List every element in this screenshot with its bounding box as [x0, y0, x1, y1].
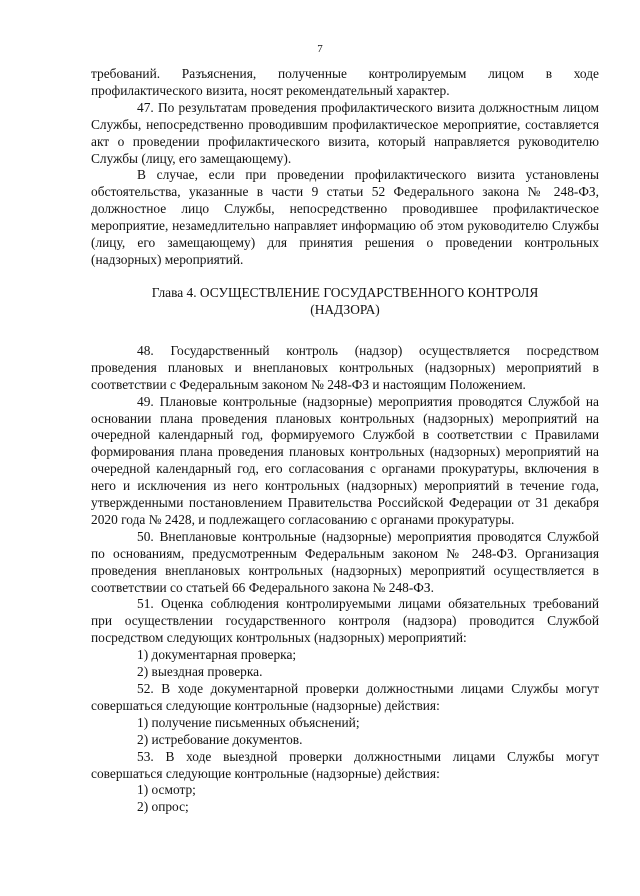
chapter-title-line-2: (НАДЗОРА)	[310, 302, 380, 318]
paragraph-47-case: В случае, если при проведении профилактического визита установлены обстоятельства, указанные в части 9 статьи 52 Федерального закона № 248-ФЗ, должностное лицо Службы, непосредственно проводившее профилактическое мероприятие, незамедлительно направляет информацию об этом руководителю Службы (лицу, его замещающему) для принятия решения о проведении контрольных (надзорных) мероприятий.	[91, 167, 599, 267]
paragraph-51: 51. Оценка соблюдения контролируемыми лицами обязательных требований при осуществлении государственного контроля (надзора) проводится Службой посредством следующих контрольных (надзорных) мероприятий:	[91, 596, 599, 646]
chapter-title-line-1: Глава 4. ОСУЩЕСТВЛЕНИЕ ГОСУДАРСТВЕННОГО КОНТРОЛЯ	[151, 284, 539, 300]
paragraph-continuation: требований. Разъяснения, полученные контролируемым лицом в ходе профилактического визита, носят рекомендательный характер.	[91, 66, 599, 98]
document-body	[91, 66, 599, 816]
list-item: 1) документарная проверка;	[137, 647, 297, 663]
paragraph-48: 48. Государственный контроль (надзор) осуществляется посредством проведения плановых и внеплановых контрольных (надзорных) мероприятий в соответствии с Федеральным законом № 248-ФЗ и настоящим Положением.	[91, 342, 599, 392]
paragraph-47: 47. По результатам проведения профилактического визита должностным лицом Службы, непосредственно проводившим профилактическое мероприятие, составляется акт о проведении профилактического визита, который направляется руководителю Службы (лицу, его замещающему).	[91, 99, 599, 166]
paragraph-49: 49. Плановые контрольные (надзорные) мероприятия проводятся Службой на основании плана проведения плановых контрольных (надзорных) мероприятий на очередной календарный год, формируемого Службой в соответствии с Правилами формирования плана проведения плановых контрольных (надзорных) мероприятий на очередной календарный год, его согласования с органами прокуратуры, включения в него и исключения из него контрольных (надзорных) мероприятий в течение года, утвержденными постановлением Правительства Российской Федерации от 31 декабря 2020 года № 2428, и подлежащего согласованию с органами прокуратуры.	[91, 393, 599, 527]
paragraph-52: 52. В ходе документарной проверки должностными лицами Службы могут совершаться следующие контрольные (надзорные) действия:	[91, 681, 599, 713]
list-item: 2) выездная проверка.	[137, 664, 263, 680]
list-item: 1) получение письменных объяснений;	[137, 714, 360, 730]
list-item: 2) истребование документов.	[137, 731, 303, 747]
list-item: 2) опрос;	[137, 799, 189, 815]
list-item: 1) осмотр;	[137, 782, 196, 798]
chapter-heading	[91, 269, 599, 343]
paragraph-53: 53. В ходе выездной проверки должностными лицами Службы могут совершаться следующие контрольные (надзорные) действия:	[91, 748, 599, 781]
paragraph-50: 50. Внеплановые контрольные (надзорные) мероприятия проводятся Службой по основаниям, предусмотренным Федеральным законом № 248-ФЗ. Организация проведения внеплановых контрольных (надзорных) мероприятий осуществляется в соответствии со статьей 66 Федерального закона № 248-ФЗ.	[91, 528, 599, 595]
page-number: 7	[317, 43, 323, 55]
